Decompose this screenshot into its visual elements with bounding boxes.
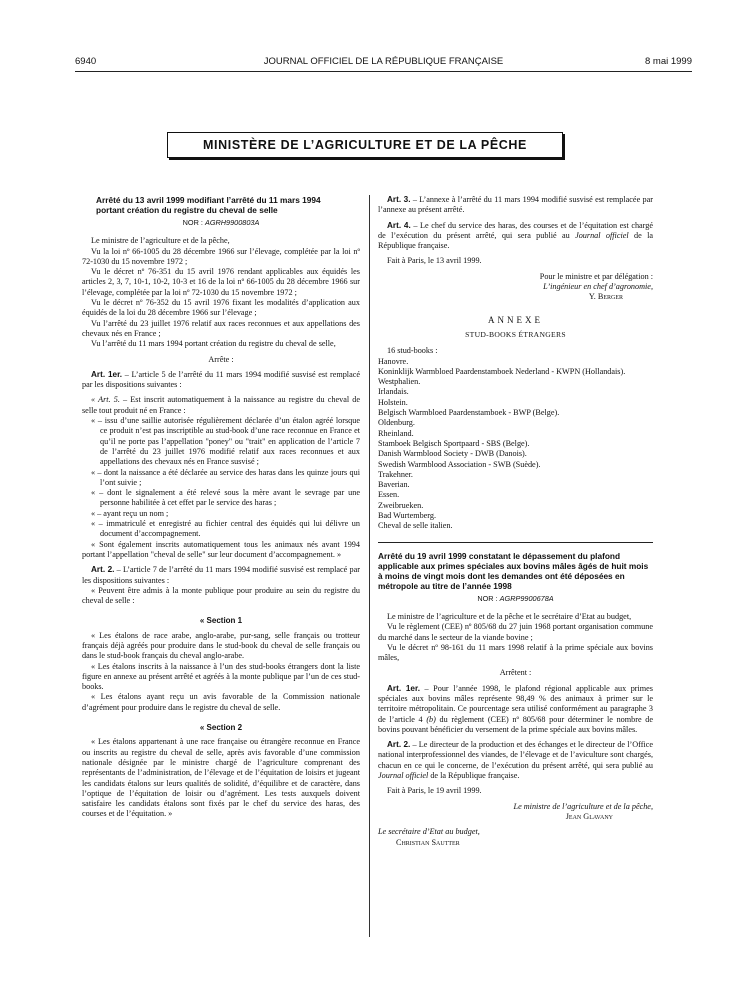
fait-a-paris: Fait à Paris, le 19 avril 1999.: [387, 786, 482, 796]
arretent-label: Arrêtent :: [499, 668, 532, 678]
fait-a-paris: Fait à Paris, le 13 avril 1999.: [387, 256, 482, 266]
article-5-quote: « Art. 5. – Est inscrit automatiquement à la naissance au registre du cheval de selle tout produit né en France :: [82, 395, 360, 415]
signature-name: Y. Berger: [588, 292, 623, 302]
list-item: « – dont la naissance a été déclarée au service des haras dans les quinze jours qui l’ont suivie ;: [91, 467, 360, 487]
signature-name: Jean Glavany: [565, 811, 613, 821]
list-item: Oldenburg.: [378, 418, 415, 428]
arrete1-title: Arrêté du 13 avril 1999 modifiant l’arrêté du 11 mars 1994 portant création du registre du cheval de selle: [96, 195, 321, 215]
studbook-list: [378, 357, 653, 532]
studbooks-title: STUD-BOOKS ÉTRANGERS: [465, 329, 566, 339]
intro-line: Vu la loi nº 66-1005 du 28 décembre 1966 sur l’élevage, complétée par la loi nº 72-1030 du 15 novembre 1972 ;: [82, 246, 360, 266]
list-item: Koninklijk Warmbloed Paardenstamboek Nederland - KWPN (Hollandais).: [378, 366, 626, 376]
article-5-list: [82, 416, 360, 540]
issue-date: 8 mai 1999: [644, 56, 692, 67]
intro-line: Vu le décret nº 76-351 du 15 avril 1976 rendant applicables aux équidés les articles 2, 3, 7, 10-1, 10-2, 10-3 et 16 de la loi nº 66-1005 du 28 décembre 1966 sur l’élevage, complétée par la loi nº 72-1030 du 15 novembre 1972 ;: [82, 267, 360, 297]
signature-title: Le ministre de l’agriculture et de la pêche,: [513, 801, 653, 811]
header-rule: [75, 71, 692, 72]
intro-line: Le ministre de l’agriculture et de la pêche et le secrétaire d’Etat au budget,: [387, 611, 632, 621]
list-item: « – ayant reçu un nom ;: [91, 508, 169, 518]
intro-line: Vu le décret nº 98-161 du 11 mars 1998 relatif à la prime spéciale aux bovins mâles,: [378, 642, 653, 663]
list-item: Belgisch Warmbloed Paardenstamboek - BWP (Belge).: [378, 408, 560, 418]
article-1-b: Art. 1er. – Pour l’année 1998, le plafond régional applicable aux primes spéciales aux bovins mâles représente 98,49 % des animaux à primer sur le territoire métropolitain. Ce pourcentage sera utilisé conformément au paragraphe 3 de l’article 4 (b) du règlement (CEE) nº 805/68 pour déterminer le nombre de bovins pouvant bénéficier du versement de la prime spéciale aux bovins mâles.: [378, 683, 653, 734]
list-item: Westphalien.: [378, 377, 421, 387]
intro-line: Vu le règlement (CEE) nº 805/68 du 27 juin 1968 portant organisation commune du marché dans le secteur de la viande bovine ;: [378, 622, 653, 642]
article-2-b: Art. 2. – Le directeur de la production et des échanges et le directeur de l’Office national interprofessionnel des viandes, de l’élevage et de l’aviculture sont chargés, chacun en ce qui le concerne, de l’exécution du présent arrêté, qui sera publié au Journal officiel de la République française.: [378, 740, 653, 781]
signature-title: L’ingénieur en chef d’agronomie,: [543, 282, 653, 292]
studbooks-count: 16 stud-books :: [387, 346, 438, 356]
list-item: Rheinland.: [378, 428, 414, 438]
section-1-title: « Section 1: [199, 616, 243, 626]
list-item: Hanovre.: [378, 356, 409, 366]
section-1-para: « Les étalons ayant reçu un avis favorable de la Commission nationale d’agrément pour produire dans le registre du cheval de selle.: [82, 692, 360, 712]
arrete2-title: Arrêté du 19 avril 1999 constatant le dépassement du plafond applicable aux primes spéciales aux bovins mâles âgés de huit mois à moins de vingt mois dont les demandes ont été déposées en métropole au titre de l’année 1998: [378, 550, 649, 591]
signature-line: Pour le ministre et par délégation :: [539, 271, 653, 281]
article-4: Art. 4. – Le chef du service des haras, des courses et de l’équitation est chargé de l’exécution du présent arrêté, qui sera publié au Journal officiel de la République française.: [378, 220, 653, 251]
article-5-end: « Sont également inscrits automatiquement tous les animaux nés avant 1994 portant l’appellation "cheval de selle" sur leur document d’accompagnement. »: [82, 539, 360, 559]
intro-line: Vu le décret nº 76-352 du 15 avril 1976 fixant les modalités d’application aux équidés de la loi du 28 décembre 1966 sur l’élevage ;: [82, 298, 360, 318]
journal-title: JOURNAL OFFICIEL DE LA RÉPUBLIQUE FRANÇAISE: [263, 56, 504, 67]
page-header: [75, 56, 692, 70]
left-column: [82, 195, 360, 820]
section-2-para: « Les étalons appartenant à une race française ou étrangère reconnue en France ou inscrits au registre du cheval de selle, après avis favorable d’une commission nationale désignée par le ministre chargé de l’agriculture comprenant des représentants de l’administration, de l’élevage et de l’équitation de loisirs et jugeant les candidats étalons sur leurs qualités de solidité, d’équilibre et de caractère, dans l’optique de l’équitation de loisir ou d’agrément. Les tests auxquels doivent satisfaire les candidats étalons sont fixés par le chef du service des haras, des courses et de l’équitation. »: [82, 737, 360, 819]
list-item: Irlandais.: [378, 387, 409, 397]
ministry-banner: MINISTÈRE DE L’AGRICULTURE ET DE LA PÊCHE: [167, 132, 563, 158]
list-item: Bad Wurtemberg.: [378, 511, 437, 521]
section-1-para: « Les étalons inscrits à la naissance à l’un des stud-books étrangers dont la liste figure en annexe au présent arrêté et agréés à la monte publique par l’un de ces stud-books.: [82, 661, 360, 692]
list-item: « – immatriculé et enregistré au fichier central des équidés qui lui délivre un document d’accompagnement.: [91, 519, 360, 539]
intro-line: Vu l’arrêté du 11 mars 1994 portant création du registre du cheval de selle,: [91, 339, 336, 349]
intro-line: Le ministre de l’agriculture et de la pêche,: [91, 236, 230, 246]
list-item: Holstein.: [378, 397, 408, 407]
section-2-title: « Section 2: [199, 723, 243, 733]
list-item: Stamboek Belgisch Sportpaard - SBS (Belge).: [378, 438, 530, 448]
arrete2-nor: NOR : AGRP9900678A: [477, 593, 554, 603]
signature-title: Le secrétaire d’Etat au budget,: [378, 827, 480, 837]
page-number: 6940: [75, 56, 97, 67]
list-item: Baverian.: [378, 480, 410, 490]
arrete-label: Arrête :: [208, 354, 234, 364]
section-1-para: « Les étalons de race arabe, anglo-arabe, pur-sang, selle français ou trotteur français déjà agréés pour produire dans le stud-book du cheval de selle français ou dans le stud-book français du cheval anglo-arabe.: [82, 630, 360, 661]
list-item: Cheval de selle italien.: [378, 521, 453, 531]
column-divider: [369, 195, 370, 937]
article-2-quote: « Peuvent être admis à la monte publique pour produire au sein du registre du cheval de selle :: [82, 585, 360, 606]
article-2: Art. 2. – L’article 7 de l’arrêté du 11 mars 1994 modifié susvisé est remplacé par les dispositions suivantes :: [82, 565, 360, 585]
arrete1-nor-code: AGRH9900803A: [204, 218, 260, 227]
intro-line: Vu l’arrêté du 23 juillet 1976 relatif aux races reconnues et aux appellations des chevaux nés en France ;: [82, 318, 360, 338]
list-item: « – issu d’une saillie autorisée régulièrement déclarée d’un étalon agréé lorsque ce produit n’est pas inscriptible au stud-book d’une race reconnue en France et qu’il ne porte pas l’appellation "poney" ou "trait" en application de l’article 7 de l’arrêté du 23 juillet 1976 modifié relatif aux races reconnues et aux appellations des chevaux nés en France susvisé ;: [91, 416, 360, 467]
article-1: Art. 1er. – L’article 5 de l’arrêté du 11 mars 1994 modifié susvisé est remplacé par les dispositions suivantes :: [82, 369, 360, 390]
list-item: Danish Warmblood Society - DWB (Danois).: [378, 449, 527, 459]
list-item: Swedish Warmblood Association - SWB (Suède).: [378, 459, 541, 469]
section-separator: [378, 542, 653, 543]
list-item: Trakehner.: [378, 469, 413, 479]
signature-name: Christian Sautter: [396, 837, 460, 847]
arrete1-nor: NOR : AGRH9900803A: [182, 218, 260, 227]
arrete2-nor-code: AGRP9900678A: [499, 593, 554, 603]
list-item: « – dont le signalement a été relevé sous la mère avant le sevrage par une personne habilitée à cet effet par le service des haras ;: [91, 488, 360, 508]
right-column: [378, 195, 653, 848]
list-item: Zweibrueken.: [378, 500, 424, 510]
article-3: Art. 3. – L’annexe à l’arrêté du 11 mars 1994 modifié susvisé est remplacée par l’annexe au présent arrêté.: [378, 195, 653, 215]
annexe-title: ANNEXE: [488, 314, 543, 325]
list-item: Essen.: [378, 490, 400, 500]
